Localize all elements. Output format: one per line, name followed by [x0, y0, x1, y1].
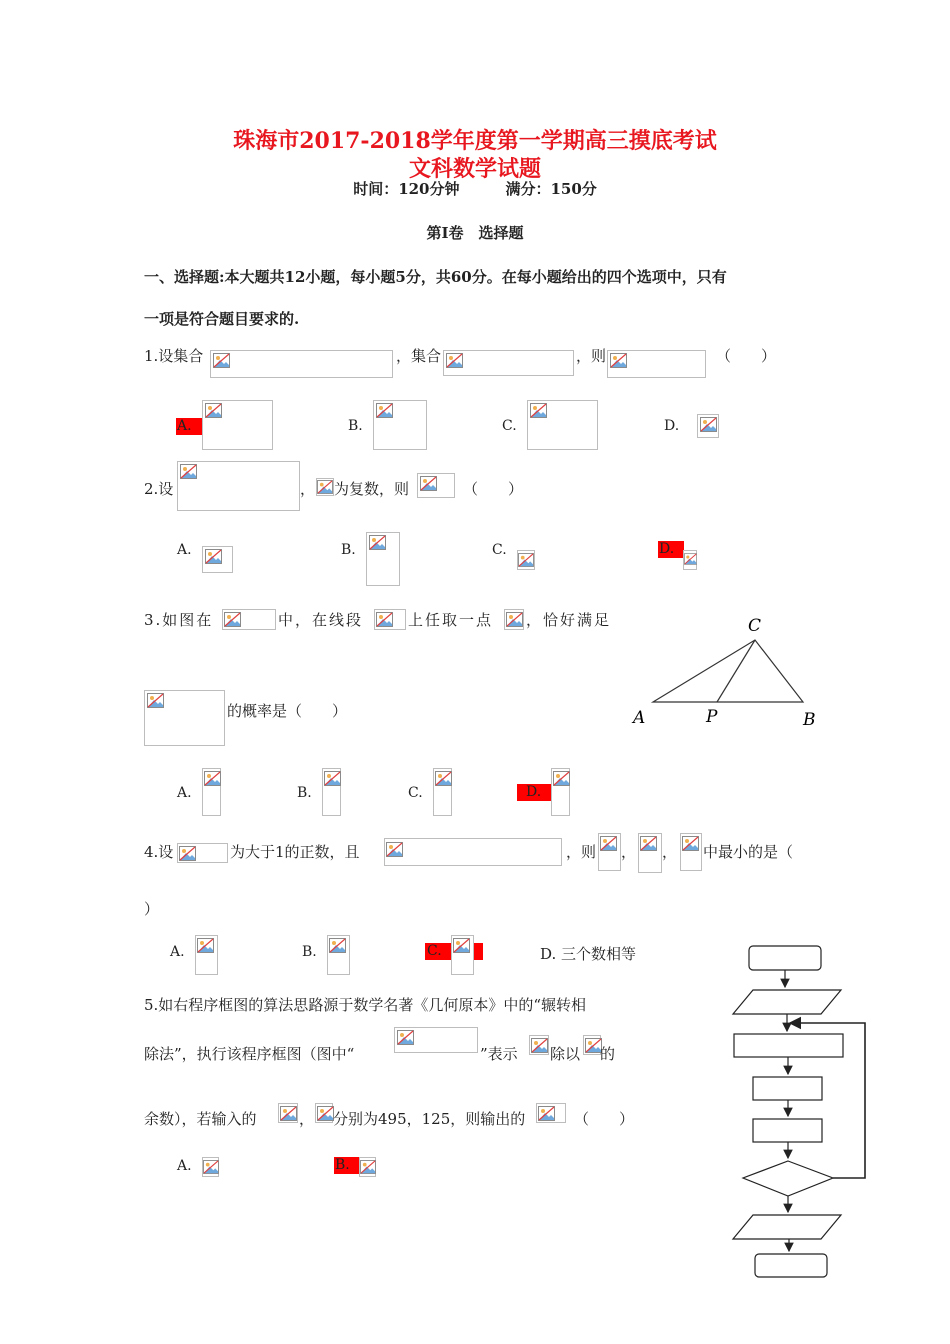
broken-image-icon [324, 771, 341, 786]
q2-text-2: ， [300, 480, 316, 498]
broken-image-icon [205, 403, 222, 418]
q3-option-c: C. [408, 785, 423, 801]
formula-image [316, 478, 334, 496]
option-image [517, 550, 535, 570]
formula-image [536, 1103, 566, 1123]
broken-image-icon [600, 836, 617, 851]
formula-image [583, 1035, 601, 1055]
q3-text-1: 3.如图在 [144, 611, 214, 629]
broken-image-icon [203, 1160, 219, 1174]
q1-option-a: A. [177, 418, 192, 434]
option-image [451, 935, 474, 975]
broken-image-icon [446, 353, 463, 368]
broken-image-icon [376, 403, 393, 418]
instruction-line-2: 一项是符合题目要求的. [144, 310, 300, 328]
broken-image-icon [531, 1038, 548, 1053]
q4-text-3: ，则 [566, 843, 597, 861]
formula-image [443, 350, 574, 376]
q4-text-5: ， [662, 843, 678, 861]
label-b: B [803, 710, 816, 730]
option-image [322, 768, 341, 816]
broken-image-icon [147, 693, 164, 708]
q3-text-3: 上任取一点 [408, 611, 494, 629]
option-image [433, 768, 452, 816]
broken-image-icon [369, 535, 386, 550]
option-image [683, 550, 697, 570]
broken-image-icon [329, 938, 346, 953]
q1-paren: （ ） [716, 347, 777, 365]
broken-image-icon [553, 771, 570, 786]
option-image [366, 532, 400, 586]
q1-text-3: ，则 [576, 347, 607, 365]
broken-image-icon [180, 464, 197, 479]
formula-image [374, 609, 406, 630]
broken-image-icon [420, 476, 437, 491]
label-c: C [748, 616, 762, 636]
option-image [527, 400, 598, 450]
option-image [202, 400, 273, 450]
label-a: A [633, 708, 646, 728]
option-image [697, 414, 719, 438]
formula-image [417, 473, 455, 498]
segment-cp [717, 640, 755, 702]
assign-process-2 [753, 1119, 822, 1142]
option-image [195, 935, 218, 975]
formula-image [529, 1035, 549, 1055]
q2-option-c: C. [492, 542, 507, 558]
q2-text-3: 为复数，则 [334, 480, 410, 498]
q5-line-3c: 分别为495，125，则输出的 [333, 1110, 526, 1128]
q2-option-b: B. [341, 542, 356, 558]
full-score: 满分：150分 [505, 180, 597, 198]
exam-meta [0, 178, 950, 199]
broken-image-icon [700, 417, 717, 432]
q4-option-a: A. [170, 944, 185, 960]
q4-text-4: ， [621, 843, 637, 861]
q5-line-2c: 除以 [550, 1045, 581, 1063]
option-image [202, 546, 233, 573]
broken-image-icon [360, 1160, 376, 1174]
q2-text-1: 2.设 [144, 480, 174, 498]
broken-image-icon [204, 771, 221, 786]
formula-image [177, 461, 300, 511]
q3-text-5: 的概率是（ ） [227, 702, 348, 720]
broken-image-icon [179, 846, 196, 861]
broken-image-icon [197, 938, 214, 953]
broken-image-icon [397, 1030, 414, 1045]
q5-line-2a: 除法”，执行该程序框图（图中“ [144, 1045, 355, 1063]
broken-image-icon [205, 549, 222, 564]
triangle-figure [625, 610, 825, 730]
q1-option-d: D. [664, 418, 680, 434]
formula-image [144, 690, 225, 746]
formula-image [315, 1103, 333, 1123]
q5-line-3a: 余数），若输入的 [144, 1110, 257, 1128]
q1-option-c: C. [502, 418, 517, 434]
broken-image-icon [530, 403, 547, 418]
broken-image-icon [280, 1106, 297, 1121]
broken-image-icon [682, 836, 699, 851]
formula-image [177, 843, 228, 863]
formula-image [638, 833, 662, 873]
q2-option-d: D. [659, 541, 675, 557]
exam-subtitle: 文科数学试题 [408, 156, 541, 182]
decision-diamond [743, 1161, 833, 1196]
q3-text-4: ，恰好满足 [526, 611, 612, 629]
broken-image-icon [610, 353, 627, 368]
input-parallelogram [733, 990, 841, 1014]
broken-image-icon [224, 612, 241, 627]
broken-image-icon [435, 771, 452, 786]
output-parallelogram [733, 1215, 841, 1239]
time-limit: 时间：120分钟 [353, 180, 460, 198]
q1-text-2: ，集合 [396, 347, 442, 365]
q5-option-b: B. [335, 1157, 350, 1173]
q3-option-d: D. [526, 784, 542, 800]
broken-image-icon [518, 553, 534, 567]
formula-image [210, 350, 393, 378]
broken-image-icon [317, 1106, 334, 1121]
formula-image [384, 838, 562, 866]
instruction-line-1: 一、选择题:本大题共12小题，每小题5分，共60分。在每小题给出的四个选项中，只有 [144, 268, 727, 286]
q2-option-a: A. [177, 542, 192, 558]
q1-text-1: 1.设集合 [144, 347, 204, 365]
q4-text-1: 4.设 [144, 843, 174, 861]
q4-option-d: D. 三个数相等 [540, 945, 637, 963]
q4-close-paren: ） [144, 900, 160, 918]
label-p: P [706, 707, 718, 727]
q5-line-2b: ”表示 [480, 1045, 518, 1063]
end-terminal [755, 1254, 827, 1277]
broken-image-icon [538, 1106, 555, 1121]
broken-image-icon [213, 353, 230, 368]
broken-image-icon [376, 612, 393, 627]
q5-option-a: A. [177, 1158, 192, 1174]
option-image [551, 768, 570, 816]
triangle-abc [653, 640, 803, 702]
q4-option-b: B. [302, 944, 317, 960]
option-image [327, 935, 350, 975]
q4-text-2: 为大于1的正数，且 [230, 843, 360, 861]
formula-image [504, 609, 524, 630]
broken-image-icon [640, 836, 657, 851]
q2-paren: （ ） [463, 480, 524, 498]
broken-image-icon [317, 480, 333, 494]
q5-paren: （ ） [574, 1110, 635, 1128]
formula-image [394, 1027, 478, 1053]
q3-option-a: A. [177, 785, 192, 801]
q5-line-1: 5.如右程序框图的算法思路源于数学名著《几何原本》中的“辗转相 [144, 996, 586, 1014]
q1-option-b: B. [348, 418, 363, 434]
option-image [202, 768, 221, 816]
broken-image-icon [506, 612, 523, 627]
q5-line-2d: 的 [600, 1045, 616, 1063]
formula-image [607, 350, 706, 378]
exam-title: 珠海市2017-2018学年度第一学期高三摸底考试 [233, 128, 717, 154]
q4-option-c: C. [427, 943, 442, 959]
q3-text-2: 中，在线段 [278, 611, 364, 629]
broken-image-icon [453, 938, 470, 953]
flowchart [720, 935, 880, 1285]
start-terminal [749, 946, 821, 970]
option-image [373, 400, 427, 450]
formula-image [598, 833, 621, 871]
q3-option-b: B. [297, 785, 312, 801]
assign-process-1 [753, 1077, 822, 1100]
q4-text-6: 中最小的是（ [703, 843, 794, 861]
option-image [202, 1157, 219, 1177]
option-image [359, 1157, 376, 1177]
formula-image [222, 609, 276, 630]
broken-image-icon [386, 842, 403, 857]
broken-image-icon [684, 553, 697, 565]
formula-image [278, 1103, 298, 1123]
remainder-process [734, 1034, 843, 1057]
q5-line-3b: ， [299, 1110, 315, 1128]
formula-image [680, 833, 702, 871]
section-title: 第Ⅰ卷 选择题 [426, 224, 524, 242]
